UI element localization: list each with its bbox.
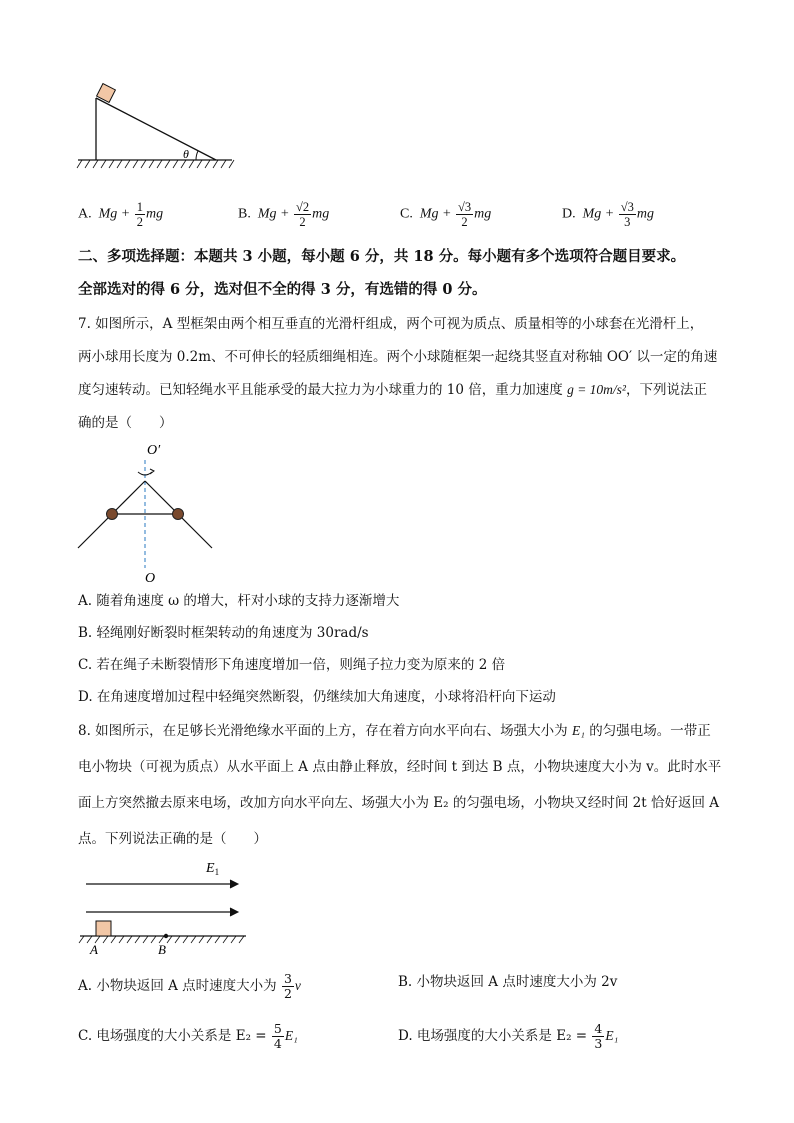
axis-top-label: O′ [147,443,161,458]
incline-figure [70,82,240,174]
point-b-label: B [158,942,166,957]
section2-line2: 全部选对的得 6 分，选对但不全的得 3 分，有选错的得 0 分。 [78,281,487,298]
q7-option-c[interactable]: C. 若在绳子未断裂情形下角速度增加一倍，则绳子拉力变为原来的 2 倍 [78,657,506,673]
point-b [164,934,168,938]
q6-option-d[interactable]: D. Mg + $\frac{√3}{3}$ mg [562,200,654,229]
q7-line3: 度匀速转动。已知轻绳水平且能承受的最大拉力为小球重力的 10 倍，重力加速度 g = 10m/s²，下列说法正 [78,382,707,398]
q7-line4: 确的是（ ） [78,415,173,431]
q7-option-b[interactable]: B. 轻绳刚好断裂时框架转动的角速度为 30rad/s [78,625,369,641]
q6-option-a[interactable]: A. Mg + $\frac{1}{2}$ mg [78,200,164,229]
q8-option-c[interactable]: C. 电场强度的大小关系是 E₂ = $\frac{5}{4}$ E₁ [78,1021,298,1051]
q7-line1: 7. 如图所示，A 型框架由两个相互垂直的光滑杆组成，两个可视为质点、质量相等的小球套在光滑杆上， [78,316,704,332]
q6-option-b[interactable]: B. Mg + $\frac{√2}{2}$ mg [238,200,330,229]
ball-right [173,509,184,520]
q8-line4: 点。下列说法正确的是（ ） [78,831,267,847]
q8-line2: 电小物块（可视为质点）从水平面上 A 点由静止释放，经时间 t 到达 B 点，小物块速度大小为 v。此时水平 [78,759,722,775]
point-a-label: A [90,942,98,957]
q8-option-a[interactable]: A. 小物块返回 A 点时速度大小为 $\frac{3}{2}$ v [78,971,301,1001]
q8-line1: 8. 如图所示，在足够长光滑绝缘水平面的上方，存在着方向水平向右、场强大小为 E₁ 的匀强电场。一带正 [78,723,711,739]
q8-option-b[interactable]: B. 小物块返回 A 点时速度大小为 2v [398,974,618,990]
ball-left [107,509,118,520]
q8-option-d[interactable]: D. 电场强度的大小关系是 E₂ = $\frac{4}{3}$ E₁ [398,1021,619,1051]
axis-bottom-label: O [145,571,156,586]
field-figure [74,854,254,958]
charged-block [96,921,111,936]
q7-line2: 两小球用长度为 0.2m、不可伸长的轻质细绳相连。两个小球随框架一起绕其竖直对称轴 OO′ 以一定的角速 [78,349,718,365]
theta-label: θ [183,147,189,161]
field-label: $E_1$ [206,861,220,877]
q7-option-a[interactable]: A. 随着角速度 ω 的增大，杆对小球的支持力逐渐增大 [78,593,400,609]
aframe-figure [70,438,220,588]
q8-line3: 面上方突然撤去原来电场，改加方向水平向左、场强大小为 E₂ 的匀强电场，小物块又经时间 2t 恰好返回 A [78,795,719,811]
section2-line1: 二、多项选择题：本题共 3 小题，每小题 6 分，共 18 分。每小题有多个选项符合题目要求。 [78,248,686,265]
q6-option-c[interactable]: C. Mg + $\frac{√3}{2}$ mg [400,200,492,229]
q7-option-d[interactable]: D. 在角速度增加过程中轻绳突然断裂，仍继续加大角速度，小球将沿杆向下运动 [78,689,556,705]
